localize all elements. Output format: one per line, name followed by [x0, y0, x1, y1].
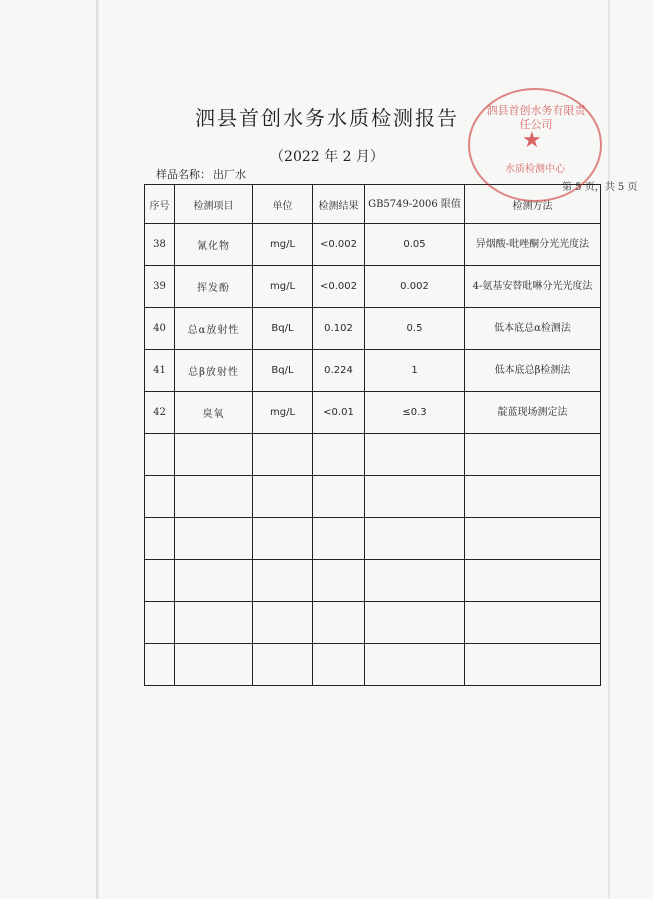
- cell-index: 42: [145, 392, 175, 434]
- cell-item: 总β放射性: [175, 350, 253, 392]
- table-row-empty: [145, 560, 601, 602]
- cell-index: 38: [145, 224, 175, 266]
- cell-result: <0.01: [313, 392, 365, 434]
- cell-limit: ≤0.3: [365, 392, 465, 434]
- cell-result: <0.002: [313, 224, 365, 266]
- cell-method: 异烟酸-吡唑酮分光光度法: [465, 224, 601, 266]
- cell-method: 靛蓝现场测定法: [465, 392, 601, 434]
- table-row-empty: [145, 602, 601, 644]
- seal-subtext: 水质检测中心: [505, 164, 565, 175]
- table-row: [145, 350, 601, 392]
- table-row-empty: [145, 434, 601, 476]
- sample-name-label: 样品名称：: [156, 168, 211, 181]
- sample-name: [156, 166, 246, 182]
- seal-text: 泗县首创水务有限责任公司: [486, 104, 586, 131]
- cell-method: 低本底总β检测法: [465, 350, 601, 392]
- cell-limit: 0.05: [365, 224, 465, 266]
- table-row-empty: [145, 518, 601, 560]
- cell-limit: 0.002: [365, 266, 465, 308]
- header-unit: 单位: [253, 185, 313, 224]
- cell-result: 0.102: [313, 308, 365, 350]
- table-row: [145, 308, 601, 350]
- table-header-row: [145, 185, 601, 224]
- header-standard: GB5749-2006 限值: [365, 185, 465, 224]
- report-title: 泗县首创水务水质检测报告: [195, 106, 459, 130]
- table-row-empty: [145, 476, 601, 518]
- cell-index: 40: [145, 308, 175, 350]
- cell-result: <0.002: [313, 266, 365, 308]
- cell-unit: mg/L: [253, 224, 313, 266]
- cell-method: 4-氨基安替吡啉分光光度法: [465, 266, 601, 308]
- cell-unit: Bq/L: [253, 350, 313, 392]
- results-table: [144, 184, 601, 686]
- seal-star-icon: ★: [522, 128, 542, 153]
- cell-result: 0.224: [313, 350, 365, 392]
- header-method: 检测方法: [465, 185, 601, 224]
- cell-item: 氰化物: [175, 224, 253, 266]
- cell-item: 挥发酚: [175, 266, 253, 308]
- table-row-empty: [145, 644, 601, 686]
- cell-index: 39: [145, 266, 175, 308]
- sample-name-value: 出厂水: [213, 168, 246, 181]
- cell-unit: mg/L: [253, 266, 313, 308]
- table-row: [145, 392, 601, 434]
- cell-unit: Bq/L: [253, 308, 313, 350]
- table-row: [145, 224, 601, 266]
- cell-limit: 1: [365, 350, 465, 392]
- report-subtitle: （2022 年 2 月）: [270, 149, 384, 165]
- scan-edge-left: [96, 0, 99, 899]
- scan-edge-right: [608, 0, 610, 899]
- cell-item: 总α放射性: [175, 308, 253, 350]
- page-info: 第 5 页，共 5 页: [562, 182, 638, 193]
- header-result: 检测结果: [313, 185, 365, 224]
- cell-method: 低本底总α检测法: [465, 308, 601, 350]
- table-row: [145, 266, 601, 308]
- cell-limit: 0.5: [365, 308, 465, 350]
- header-index: 序号: [145, 185, 175, 224]
- cell-index: 41: [145, 350, 175, 392]
- cell-unit: mg/L: [253, 392, 313, 434]
- cell-item: 臭氧: [175, 392, 253, 434]
- header-item: 检测项目: [175, 185, 253, 224]
